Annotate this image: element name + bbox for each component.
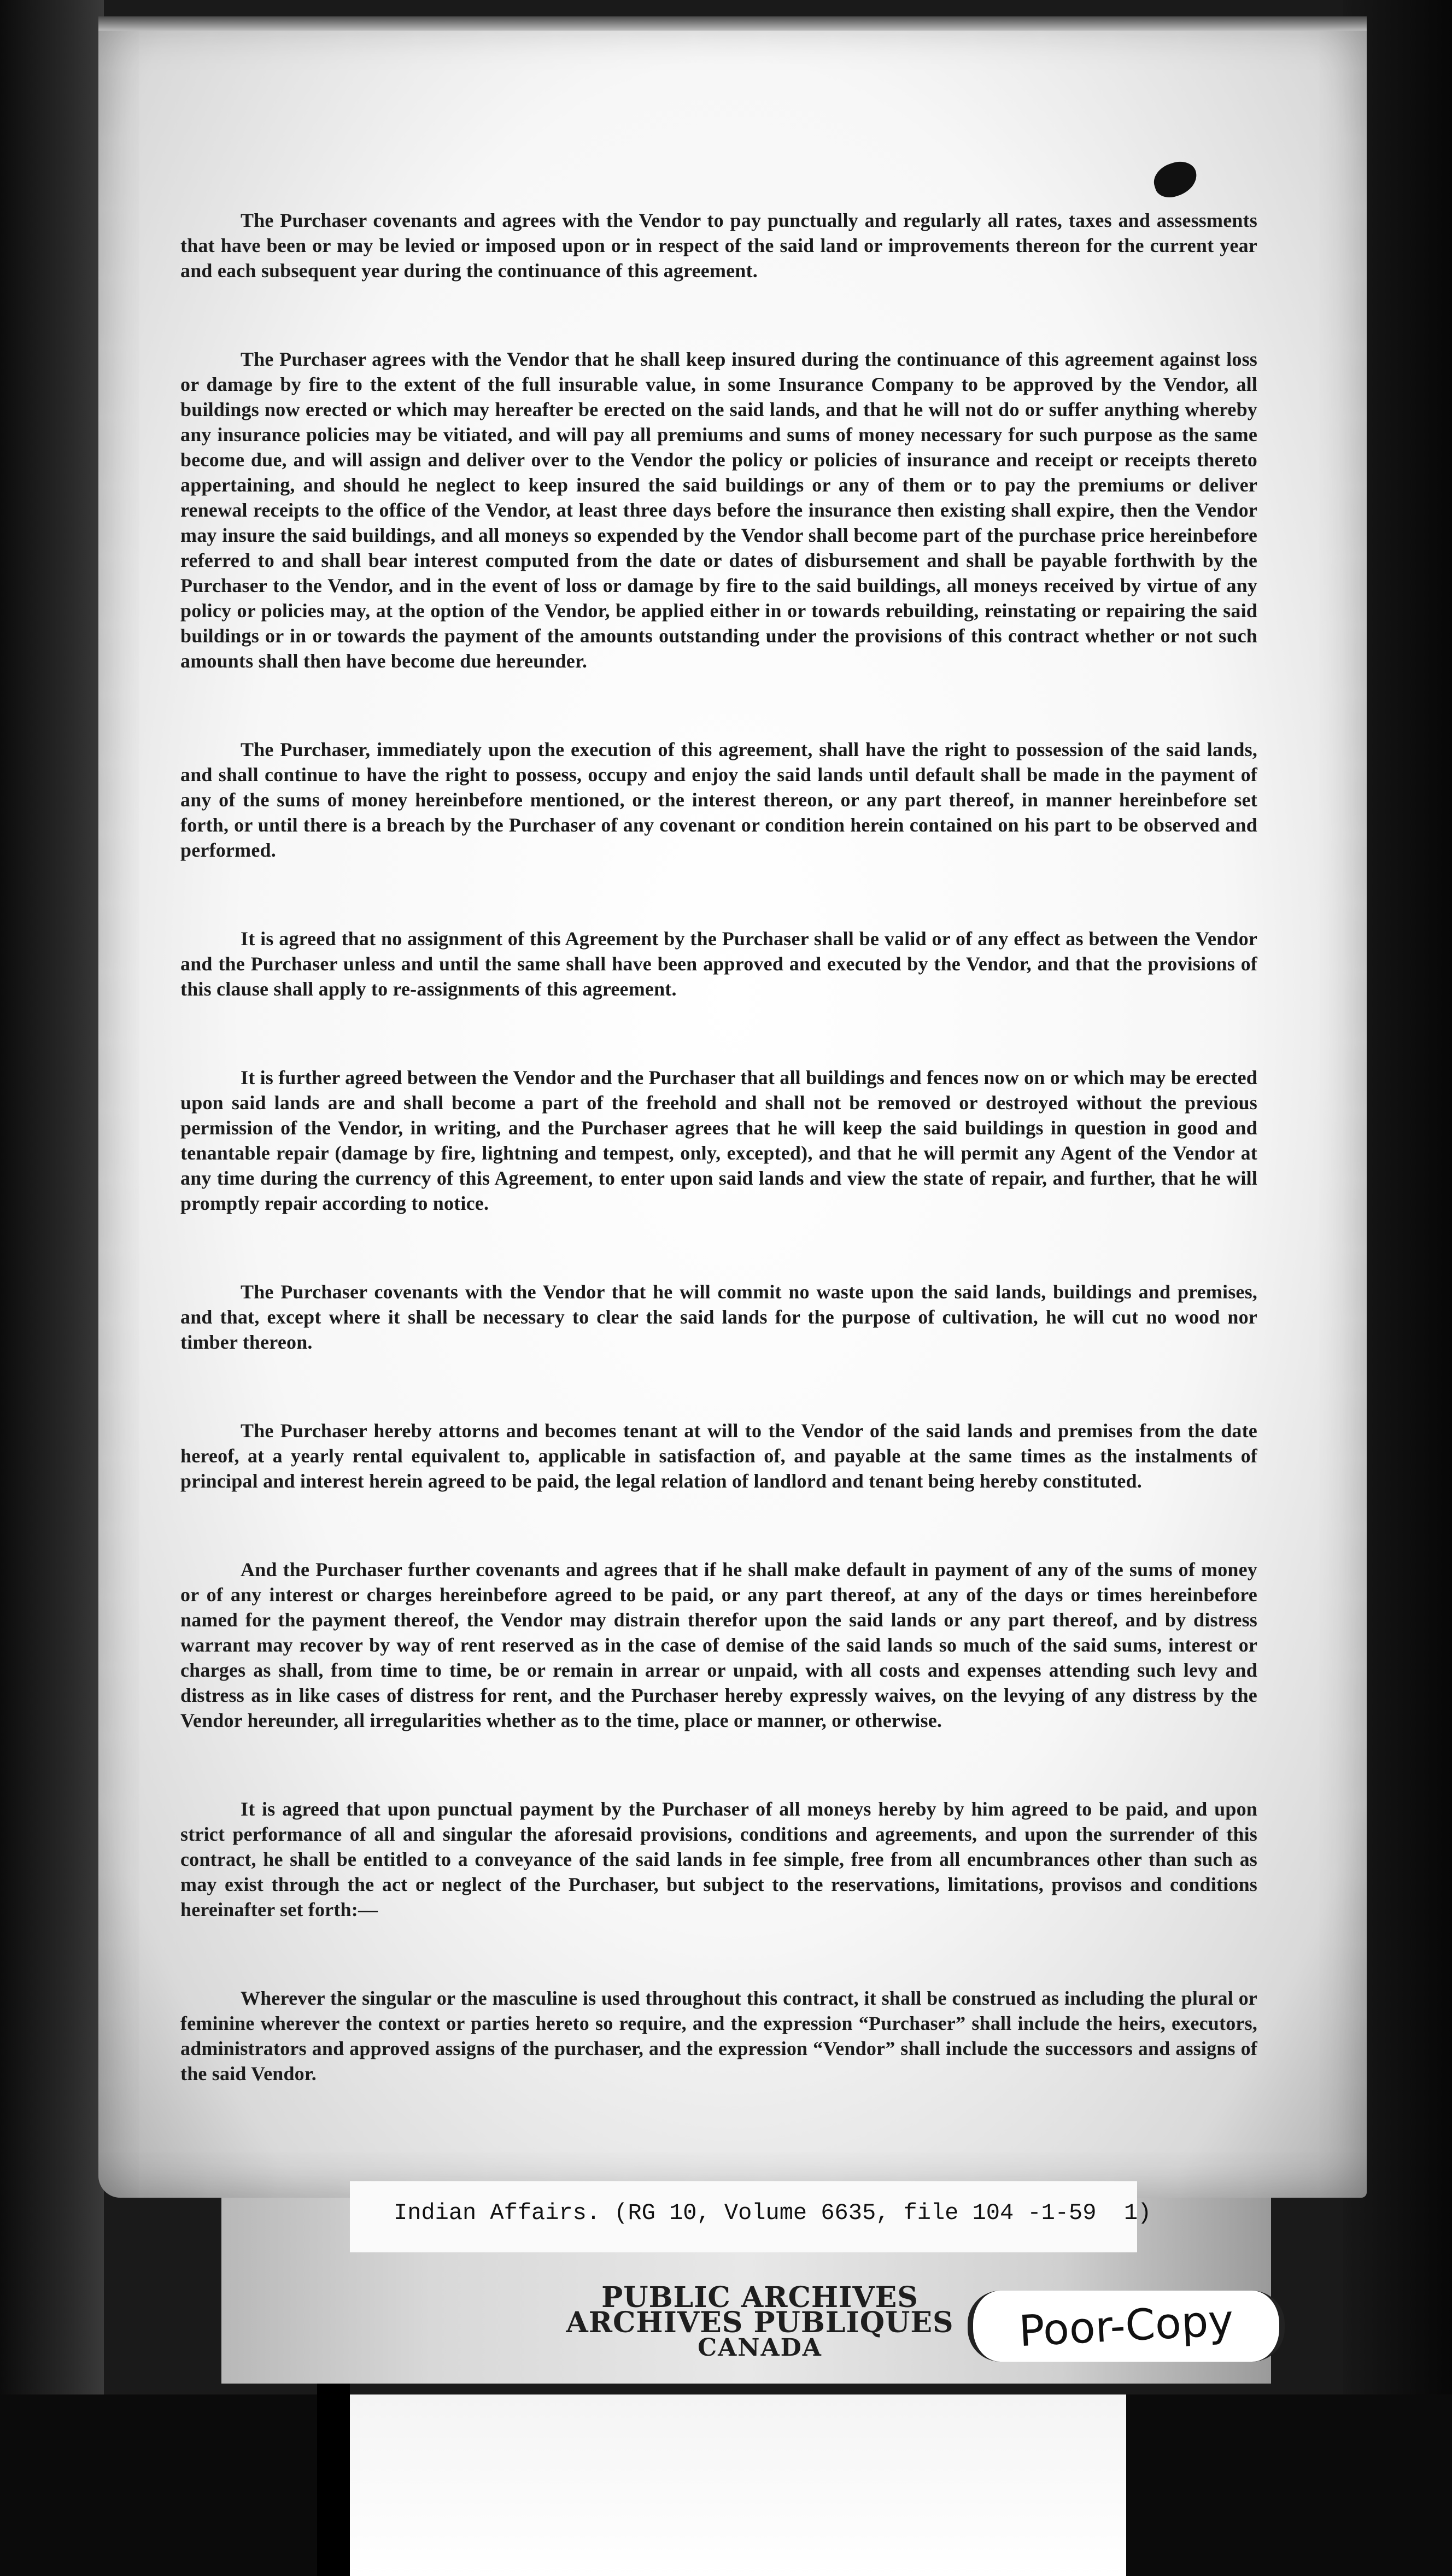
archives-stamp [552,2281,968,2362]
document-body [180,208,1257,2150]
clause-buildings: It is further agreed between the Vendor and the Purchaser that all buildings and fences now on or which may be erected upon said lands are and shall become a part of the freehold and shall not be removed or destroyed without the previous permission of the Vendor, in writing, and the Purchaser agrees that he will keep the said buildings in question in good and tenantable repair (damage by fire, lightning and tempest, only, excepted), and that he will permit any Agent of the Vendor at any time during the currency of this Agreement, to enter upon said lands and view the state of repair, and further, that he will promptly repair according to notice. [180,1067,1257,1214]
archive-reference: Indian Affairs. (RG 10, Volume 6635, file 104 -1-59 1) [394,2200,1152,2226]
clause-assignment: It is agreed that no assignment of this Agreement by the Purchaser shall be valid or of any effect as between the Vendor and the Purchaser unless and until the same shall have been approved and executed by the Vendor, and that the provisions of this clause shall apply to re-assignments of this agreement. [180,928,1257,1000]
bottom-shadow [317,2384,350,2576]
clause-conveyance: It is agreed that upon punctual payment by the Purchaser of all moneys hereby by him agreed to be paid, and upon strict performance of all and singular the aforesaid provisions, conditions and agreements, and upon the surrender of this contract, he shall be entitled to a conveyance of the said lands in fee simple, free from all encumbrances other than such as may exist through the act or neglect of the Purchaser, but subject to the reservations, limitations, provisos and conditions hereinafter set forth:— [180,1798,1257,1921]
clause-taxes: The Purchaser covenants and agrees with the Vendor to pay punctually and regularly all rates, taxes and assessments that have been or may be levied or imposed upon or in respect of the said land or improvements thereon for the current year and each subsequent year during the continuance of this agreement. [180,209,1257,282]
poor-copy-text: Poor-Copy [1017,2296,1235,2357]
sheet-top-edge [98,16,1367,31]
clause-tenancy: The Purchaser hereby attorns and becomes tenant at will to the Vendor of the said lands and premises from the date hereof, at a yearly rental equivalent to, applicable in satisfaction of, and payable at the same times as the instalments of principal and interest herein agreed to be paid, the legal relation of landlord and tenant being hereby constituted. [180,1420,1257,1492]
stamp-line-english: PUBLIC ARCHIVES [601,2281,918,2314]
clause-waste: The Purchaser covenants with the Vendor that he will commit no waste upon the said lands, buildings and premises, and that, except where it shall be necessary to clear the said lands for the purpose of cultivation, he will cut no wood nor timber thereon. [180,1281,1257,1353]
clause-interpretation: Wherever the singular or the masculine is used throughout this contract, it shall be construed as including the plural or feminine wherever the context or parties hereto so require, and the expression “Purchaser” shall include the heirs, executors, administrators and approved assigns of the purchaser, and the expression “Vendor” shall include the successors and assigns of the said Vendor. [180,1987,1257,2085]
stamp-line-french: ARCHIVES PUBLIQUES [566,2306,954,2339]
clause-insurance: The Purchaser agrees with the Vendor that he shall keep insured during the continuance of this agreement against loss or damage by fire to the extent of the full insurable value, in some Insurance Company to be approved by the Vendor, all buildings now erected or which may hereafter be erected on the said lands, and that he will not do or suffer anything whereby any insurance policies may be vitiated, and will pay all premiums and sums of money necessary for such purpose as the same become due, and will assign and deliver over to the Vendor the policy or policies of insurance and receipt or receipts thereto appertaining, and should he neglect to keep insured the said buildings or any of them or to pay the premiums or deliver renewal receipts to the office of the Vendor, at least three days before the insurance then existing shall expire, then the Vendor may insure the said buildings, and all moneys so expended by the Vendor shall become part of the purchase price hereinbefore referred to and shall bear interest computed from the date or dates of disbursement and shall be payable forthwith by the Purchaser to the Vendor, and in the event of loss or damage by fire to the said buildings, all moneys received by virtue of any policy or policies may, at the option of the Vendor, be applied either in or towards rebuilding, reinstating or repairing the said buildings or in or towards the payment of the amounts outstanding under the provisions of this contract whether or not such amounts shall then have become due hereunder. [180,348,1257,672]
film-border-left [0,0,104,2576]
clause-possession: The Purchaser, immediately upon the execution of this agreement, shall have the right to possession of the said lands, and shall continue to have the right to possess, occupy and enjoy the said lands until default shall be made in the payment of any of the sums of money hereinbefore mentioned, or the interest thereon, or any part thereof, in manner hereinbefore set forth, or until there is a breach by the Purchaser of any covenant or condition herein contained on his part to be observed and performed. [180,739,1257,861]
bottom-paper-tab [350,2394,1126,2576]
poor-copy-stamp [968,2291,1285,2362]
stamp-line-country: CANADA [698,2334,822,2362]
clause-distress: And the Purchaser further covenants and agrees that if he shall make default in payment of any of the sums of money or of any interest or charges hereinbefore agreed to be paid, or any part thereof, at any of the days or times hereinbefore named for the payment thereof, the Vendor may distrain therefor upon the said lands or any part thereof, and by distress warrant may recover by way of rent reserved as in the case of demise of the said lands so much of the said sums, interest or charges as shall, from time to time, be or remain in arrear or unpaid, with all costs and expenses attending such levy and distress as in like cases of distress for rent, and the Purchaser hereby expressly waives, on the levying of any distress by the Vendor hereunder, all irregularities whether as to the time, place or manner, or otherwise. [180,1559,1257,1731]
